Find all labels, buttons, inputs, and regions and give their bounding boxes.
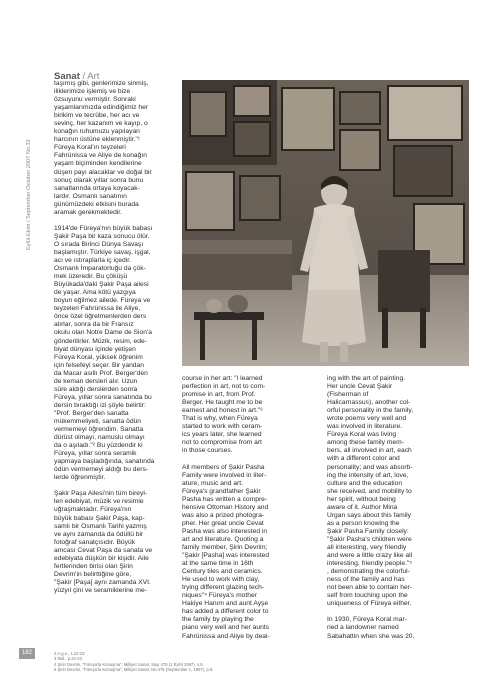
issue-date-text: Eylül-Ekim / September-October 2007 No.32 — [26, 139, 32, 250]
section-subtitle: Art — [87, 71, 100, 82]
footnotes — [54, 651, 354, 673]
footnote: 5 Şirin Devrim, "Füreya'la Konuşma", Milliyet Sanat, No.475 (September 1, 1997), p.8. — [54, 667, 214, 673]
footnote: 4 Şirin Devrim, "Füreya'la Konuşma", Milliyet Sanat, Sayı 475 (1 Eylül 1997), s.8. — [54, 661, 204, 667]
section-separator: / — [79, 71, 88, 82]
section-title: Sanat — [54, 71, 80, 82]
article-column-english-1: course in her art: "I learned perfection in art, not to com- promise in art, from Prof. Berger. He taught me to be earnest and honest in art."³ That is why, when Füreya started to work with ceram- ics years later, she learned not to compromise from art in those courses. All members of Şakir Pasha Family were involved in liter- ature, music and art. Füreya's grandfather Şakir Pasha has written a compre- hensive Ottoman History and was also a prized photogra- pher. Her great uncle Cevat Pasha was also interested in art and literature. Quoting a family member, Şirin Devrim; "Şakir [Pasha] was interested at the same time in 16th Century tiles and ceramics. He used to work with clay, trying different glazing tech- niques"⁴ Füreya's mother Hakiye Hanım and aunt Ayşe has added a different color to the family by playing the piano very well and her aunts Fahrünissa and Aliye by deal- — [182, 375, 270, 640]
page-number: 182 — [19, 648, 35, 659]
artist-studio-photo — [182, 80, 469, 366]
issue-side-label — [26, 90, 38, 250]
footnote: 3 Ibid., p.22-23 — [54, 656, 82, 662]
footnote: 2 A.g.e., s.22-23 — [54, 651, 85, 656]
article-column-turkish: taşımış gibi, genlerimize sinmiş, iliklerimize işlemiş ve bize özsuyunu vermiştir. Sonraki yaşamlarımızda edindiğimiz her birikim ve tecrübe, her acı ve sevinç, her kazanım ve kayıp, o konağın ruhumuzu yapılayan harcının üstüne eklenmiştir."¹ Füreya Koral'ın teyzeleri Fahrünissa ve Aliye de konağın yaşam biçiminden kendilerine düşen payı alacaklar ve doğal bir sonuç olarak yıllar sonra bunu sanatlarında ortaya koyacak- lardır. Osmanlı sanatının günümüzdeki etkisini burada aramak gerekmektedir. 1914'de Füreya'nın büyük babası Şakir Paşa bir kaza sonucu ölür. O sırada Birinci Dünya Savaşı başlamıştır. Türkiye savaş, işgal, acı ve ıstıraplarla iç içedir. Osmanlı İmparatorluğu da çök- mek üzeredir. Bu çöküşü Büyükada'daki Şakir Paşa ailesi de yaşar. Ama kötü yazgıya boyun eğilmez ailede. Füreya ve teyzeleri Fahrünissa ile Aliye, önce özel öğretmenlerden ders alırlar, sonra da bir Fransız okulu olan Notre Dame de Sion'a gönderilirler. Müzik, resim, ede- biyat dünyası içinde yetişen Füreya Koral, yüksek öğrenim için felsefeyi seçer. Bir yandan da Macar asıllı Prof. Berger'den de keman dersleri alır. Uzun süre aldığı derslerden sonra Füreya, yıllar sonra sanatında bu dersin bıraktığı izi şöyle belirtir: "Prof. Berger'den sanatta mükemmeliyeti, sanatta ödün vermemeyi öğrendim. Sanatta dürüst olmayı, namuslu olmayı da o aşıladı."² Bu yüzdendir ki Füreya, yıllar sonra seramik yapmaya başladığında, sanatında ödün vermemeyi aldığı bu ders- lerde öğrenmiştir. Şakir Paşa Ailesi'nin tüm bireyl- leri edebiyat, müzik ve resimle uğraşmaktadır. Füreya'nın büyük babası Şakir Paşa, kap- samlı bir Osmanlı Tarihi yazmış ve aynı zamanda da ödüllü bir fotoğraf sanatçısıdır. Büyük amcası Cevat Paşa da sanata ve edebiyata düşkün bir kişidir. Aile fertlerinden birisi olan Şirin Devrim'in belirttiğine göre, "Şakir [Paşa] aynı zamanda XVI. yüzyıl çini ve seramiklerine me- — [54, 80, 155, 594]
article-column-english-2: ing with the art of painting. Her uncle Cevat Şakir (Fisherman of Halicarnassus), another col- orful personality in the family, wrote poems very well and was involved in literature. Füreya Koral was living among these family mem- bers, all involved in art, each with a different color and personality; and was absorb- ing the intensity of art, love, culture and the education she received, and mobility to her spirit, without being aware of it. Author Mina Urgan says about this family as a person knowing the Şakir Pasha Family closely: "Şakir Pasha's children were all interesting, very friendly and were a little crazy like all interesting, friendly people."⁵ , demonstrating the colorful- ness of the family and has not been able to contain her- self from touching upon the uniqueness of Füreya either. In 1930, Füreya Koral mar- ried a landowner named Sabahattin when she was 20. — [327, 375, 415, 640]
